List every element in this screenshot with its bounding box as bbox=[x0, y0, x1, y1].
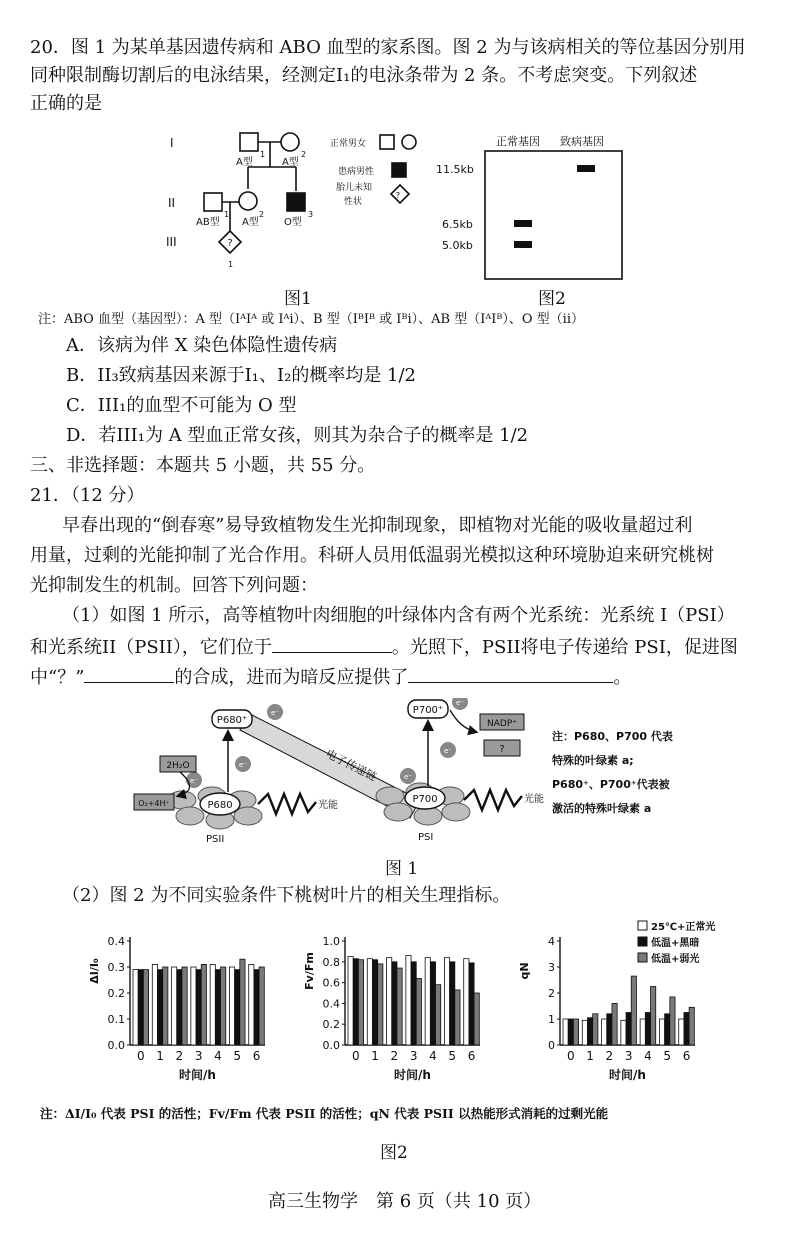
q20-stem-line1: 20．图 1 为某单基因遗传病和 ABO 血型的家系图。图 2 为与该病相关的等位基因分别用 bbox=[30, 37, 746, 58]
legend-swatch bbox=[638, 937, 647, 946]
bar bbox=[670, 997, 675, 1045]
bar bbox=[191, 967, 196, 1045]
x-tick-label: 1 bbox=[371, 1049, 379, 1063]
bar bbox=[348, 957, 353, 1045]
bar bbox=[157, 970, 162, 1045]
y-tick-label: 1.0 bbox=[322, 935, 340, 948]
bar bbox=[172, 967, 177, 1045]
q21-fig2-caption: 图2 bbox=[380, 1143, 408, 1163]
fig1-note-line: P680⁺、P700⁺代表被 bbox=[552, 778, 670, 791]
p700-plus-label: P700⁺ bbox=[412, 705, 444, 716]
y-axis-label: Fv/Fm bbox=[303, 952, 316, 990]
x-tick-label: 6 bbox=[467, 1049, 476, 1063]
indiv-num: 1 bbox=[224, 210, 230, 219]
etc-label: 电子传递链 bbox=[323, 747, 379, 784]
bar bbox=[411, 962, 416, 1045]
col-normal-gene: 正常基因 bbox=[496, 135, 540, 148]
bar bbox=[406, 956, 411, 1045]
gen-label-III: III bbox=[166, 235, 177, 249]
text-segment: 和光系统II（PSII），它们位于 bbox=[30, 637, 272, 658]
q20-stem-line2: 同种限制酶切割后的电泳结果，经测定I₁的电泳条带为 2 条。不考虑突变。下列叙述 bbox=[30, 65, 698, 86]
bar bbox=[240, 959, 245, 1045]
x-tick-label: 3 bbox=[194, 1049, 203, 1063]
bar bbox=[455, 990, 460, 1045]
y-tick-label: 0.8 bbox=[322, 955, 340, 969]
q20-option-a[interactable]: A．该病为伴 X 染色体隐性遗传病 bbox=[66, 335, 338, 356]
bar bbox=[425, 958, 430, 1045]
y-tick-label: 0.0 bbox=[107, 1039, 125, 1052]
y-tick-label: 0.1 bbox=[107, 1013, 125, 1026]
bar bbox=[392, 962, 397, 1045]
q21-para-line1: 早春出现的“倒春寒”易导致植物发生光抑制现象，即植物对光能的吸收量超过利 bbox=[62, 515, 693, 536]
answer-blank-location[interactable] bbox=[272, 634, 392, 653]
photosystem-diagram bbox=[120, 698, 720, 848]
legend-label: 25℃+正常光 bbox=[651, 922, 716, 933]
svg-text:?: ? bbox=[227, 238, 233, 249]
text-segment: 。光照下，PSII将电子传递给 PSI，促进图 bbox=[391, 637, 738, 658]
legend-affected: 患病男性 bbox=[338, 167, 375, 177]
text-segment: 中“？” bbox=[30, 667, 85, 688]
electron-label: e⁻ bbox=[189, 777, 199, 785]
bar bbox=[143, 970, 148, 1045]
bar bbox=[573, 1019, 578, 1045]
bar bbox=[163, 967, 168, 1045]
psi-label: PSI bbox=[418, 832, 434, 843]
electron-label: e⁻ bbox=[238, 761, 248, 769]
x-axis-label: 时间/h bbox=[179, 1068, 216, 1082]
legend-normal: 正常男女 bbox=[330, 139, 367, 149]
bar bbox=[367, 959, 372, 1045]
pedigree-figure bbox=[160, 125, 430, 300]
physiology-bar-charts bbox=[80, 915, 730, 1100]
bar bbox=[464, 959, 469, 1045]
p700-label: P700 bbox=[412, 794, 438, 805]
gen-label-II: II bbox=[168, 196, 176, 210]
psii-label: PSII bbox=[206, 834, 225, 845]
svg-text:?: ? bbox=[395, 191, 401, 200]
indiv-num: 3 bbox=[308, 210, 314, 219]
blood-type-II1: AB型 bbox=[196, 217, 220, 228]
x-axis-label: 时间/h bbox=[609, 1068, 646, 1082]
x-tick-label: 0 bbox=[351, 1049, 360, 1063]
bar bbox=[645, 1013, 650, 1046]
bar bbox=[138, 970, 143, 1045]
blood-type-II3: O型 bbox=[284, 217, 302, 228]
blood-type-I1: A型 bbox=[236, 157, 253, 168]
legend-trait: 性状 bbox=[344, 197, 363, 207]
oxygen-label: O₂+4H⁺ bbox=[138, 799, 170, 808]
bar bbox=[416, 978, 421, 1045]
bar bbox=[397, 968, 402, 1045]
x-tick-label: 1 bbox=[156, 1049, 164, 1063]
bar bbox=[563, 1019, 568, 1045]
y-tick-label: 2 bbox=[548, 987, 555, 1000]
bar bbox=[450, 962, 455, 1045]
bar bbox=[612, 1003, 617, 1045]
x-tick-label: 4 bbox=[214, 1049, 222, 1063]
x-tick-label: 6 bbox=[682, 1049, 691, 1063]
unknown-product-label: ? bbox=[499, 744, 505, 755]
text-segment: 。 bbox=[613, 667, 632, 688]
y-tick-label: 4 bbox=[548, 935, 555, 948]
bar bbox=[582, 1020, 587, 1045]
bar bbox=[631, 976, 636, 1045]
bar bbox=[430, 962, 435, 1045]
light-label-psi: 光能 bbox=[524, 794, 544, 805]
y-tick-label: 0.0 bbox=[322, 1039, 340, 1052]
bar bbox=[177, 970, 182, 1045]
p680-label: P680 bbox=[207, 800, 233, 811]
x-tick-label: 3 bbox=[409, 1049, 418, 1063]
x-tick-label: 2 bbox=[605, 1049, 614, 1063]
x-tick-label: 0 bbox=[136, 1049, 145, 1063]
q21-head: 21．（12 分） bbox=[30, 485, 145, 506]
x-tick-label: 5 bbox=[663, 1049, 672, 1063]
bar bbox=[640, 1019, 645, 1045]
bar bbox=[474, 993, 479, 1045]
bar bbox=[387, 958, 392, 1045]
bar bbox=[152, 964, 157, 1045]
bar bbox=[196, 970, 201, 1045]
bar bbox=[221, 967, 226, 1045]
q20-blood-note: 注：ABO 血型（基因型）：A 型（IᴬIᴬ 或 Iᴬi）、B 型（IᴮIᴮ 或 Iᴮi）、AB 型（IᴬIᴮ）、O 型（ii） bbox=[38, 312, 584, 327]
bar bbox=[259, 967, 264, 1045]
bar bbox=[626, 1013, 631, 1046]
q21-para-line2: 用量，过剩的光能抑制了光合作用。科研人员用低温弱光模拟这种环境胁迫来研究桃树 bbox=[30, 545, 714, 566]
y-tick-label: 0.3 bbox=[107, 961, 125, 974]
bar bbox=[249, 964, 254, 1045]
bar bbox=[593, 1014, 598, 1045]
bar bbox=[684, 1013, 689, 1046]
bar bbox=[665, 1014, 670, 1045]
bar bbox=[689, 1007, 694, 1045]
y-tick-label: 0.2 bbox=[322, 1018, 340, 1032]
bar bbox=[358, 960, 363, 1045]
light-label-psii: 光能 bbox=[318, 800, 338, 811]
fig1-note-line: 注：P680、P700 代表 bbox=[552, 730, 673, 743]
q21-sub1-line2 bbox=[30, 634, 738, 660]
pedigree-II2-female bbox=[239, 192, 257, 210]
size-5.0kb: 5.0kb bbox=[442, 239, 473, 252]
bar bbox=[182, 967, 187, 1045]
electron-label: e⁻ bbox=[270, 709, 280, 717]
q20-option-b[interactable]: B．II₃致病基因来源于I₁、I₂的概率均是 1/2 bbox=[66, 365, 417, 386]
x-tick-label: 4 bbox=[644, 1049, 652, 1063]
q20-option-c[interactable]: C．III₁的血型不可能为 O 型 bbox=[66, 395, 297, 416]
fig1-note-line: 特殊的叶绿素 a; bbox=[552, 754, 634, 767]
bar bbox=[235, 970, 240, 1045]
q20-stem-line3: 正确的是 bbox=[30, 93, 102, 114]
x-axis-label: 时间/h bbox=[394, 1068, 431, 1082]
answer-blank-supply[interactable] bbox=[408, 664, 613, 683]
legend-label: 低温+黑暗 bbox=[651, 938, 700, 949]
x-tick-label: 2 bbox=[175, 1049, 184, 1063]
col-disease-gene: 致病基因 bbox=[560, 135, 604, 148]
p680-plus-label: P680⁺ bbox=[216, 715, 248, 726]
y-tick-label: 0.2 bbox=[107, 987, 125, 1000]
y-tick-label: 0.6 bbox=[322, 976, 340, 990]
x-tick-label: 5 bbox=[448, 1049, 457, 1063]
bar bbox=[378, 964, 383, 1045]
x-tick-label: 1 bbox=[586, 1049, 594, 1063]
x-tick-label: 0 bbox=[566, 1049, 575, 1063]
water-label: 2H₂O bbox=[166, 761, 190, 771]
y-tick-label: 0.4 bbox=[322, 997, 340, 1011]
q20-fig1-caption: 图1 bbox=[284, 289, 312, 309]
bar bbox=[353, 959, 358, 1045]
x-tick-label: 2 bbox=[390, 1049, 399, 1063]
pedigree-I2-female bbox=[281, 133, 299, 151]
bar bbox=[229, 967, 234, 1045]
size-11.5kb: 11.5kb bbox=[436, 163, 474, 176]
electron-label: e⁻ bbox=[403, 773, 413, 781]
page-footer: 高三生物学 第 6 页（共 10 页） bbox=[268, 1191, 542, 1212]
indiv-num: 2 bbox=[259, 210, 265, 219]
electron-label: e⁻ bbox=[455, 699, 465, 707]
pedigree-I1-male bbox=[240, 133, 258, 151]
q21-sub2: （2）图 2 为不同实验条件下桃树叶片的相关生理指标。 bbox=[62, 885, 511, 906]
text-segment: 的合成，进而为暗反应提供了 bbox=[174, 667, 409, 688]
q21-sub1-line1: （1）如图 1 所示，高等植物叶肉细胞的叶绿体内含有两个光系统：光系统 I（PSI） bbox=[62, 605, 735, 626]
answer-blank-product[interactable] bbox=[84, 664, 174, 683]
bar bbox=[651, 987, 656, 1046]
y-tick-label: 0 bbox=[548, 1039, 555, 1052]
bar bbox=[621, 1020, 626, 1045]
gen-label-I: I bbox=[170, 136, 174, 150]
indiv-num: 1 bbox=[228, 260, 234, 269]
legend-fetus: 胎儿未知 bbox=[336, 183, 373, 193]
y-tick-label: 0.4 bbox=[107, 935, 125, 948]
q20-option-d[interactable]: D．若III₁为 A 型血正常女孩，则其为杂合子的概率是 1/2 bbox=[66, 425, 529, 446]
bar bbox=[679, 1019, 684, 1045]
legend-swatch bbox=[638, 953, 647, 962]
bar bbox=[607, 1014, 612, 1045]
bar bbox=[444, 958, 449, 1045]
bar bbox=[133, 970, 138, 1045]
pedigree-II1-male bbox=[204, 193, 222, 211]
blood-type-I2: A型 bbox=[282, 157, 299, 168]
x-tick-label: 6 bbox=[252, 1049, 261, 1063]
bar bbox=[201, 964, 206, 1045]
q21-fig2-note: 注：ΔI/I₀ 代表 PSI 的活性；Fv/Fm 代表 PSII 的活性；qN 代表 PSII 以热能形式消耗的过剩光能 bbox=[40, 1106, 609, 1121]
legend-label: 低温+弱光 bbox=[651, 954, 700, 965]
pedigree-II3-affected-male bbox=[287, 193, 305, 211]
y-axis-label: ΔI/I₀ bbox=[88, 958, 101, 984]
blood-type-II2: A型 bbox=[242, 217, 259, 228]
nadp-label: NADP⁺ bbox=[487, 719, 517, 729]
bar bbox=[210, 964, 215, 1045]
legend-swatch bbox=[638, 921, 647, 930]
q20-fig2-caption: 图2 bbox=[538, 289, 566, 309]
bar bbox=[436, 985, 441, 1045]
fig1-note-line: 激活的特殊叶绿素 a bbox=[552, 802, 652, 815]
indiv-num: 2 bbox=[301, 150, 307, 159]
bar bbox=[372, 960, 377, 1045]
bar bbox=[602, 1019, 607, 1045]
section3-heading: 三、非选择题：本题共 5 小题，共 55 分。 bbox=[30, 455, 376, 476]
x-tick-label: 5 bbox=[233, 1049, 242, 1063]
x-tick-label: 4 bbox=[429, 1049, 437, 1063]
bar bbox=[254, 970, 259, 1045]
bar bbox=[215, 970, 220, 1045]
bar bbox=[568, 1019, 573, 1045]
electrophoresis-figure bbox=[430, 125, 630, 285]
y-axis-label: qN bbox=[518, 962, 531, 980]
electron-label: e⁻ bbox=[443, 747, 453, 755]
bar bbox=[587, 1018, 592, 1045]
bar bbox=[469, 963, 474, 1045]
indiv-num: 1 bbox=[260, 150, 266, 159]
q21-para-line3: 光抑制发生的机制。回答下列问题： bbox=[30, 575, 318, 596]
y-tick-label: 1 bbox=[548, 1013, 555, 1026]
bar bbox=[659, 1019, 664, 1045]
size-6.5kb: 6.5kb bbox=[442, 218, 473, 231]
q21-fig1-caption: 图 1 bbox=[385, 859, 419, 879]
q21-sub1-line3 bbox=[30, 664, 631, 690]
y-tick-label: 3 bbox=[548, 961, 555, 974]
x-tick-label: 3 bbox=[624, 1049, 633, 1063]
